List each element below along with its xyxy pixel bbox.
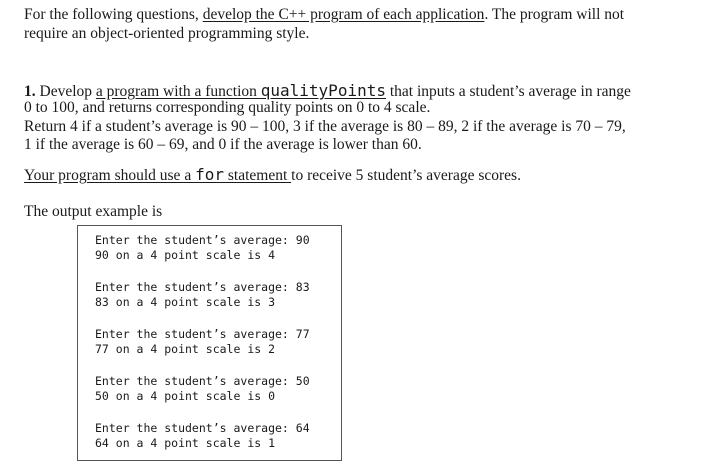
output-example-box [77, 225, 342, 461]
output-line: Enter the student’s average: 64 [95, 421, 310, 435]
output-line: 83 on a 4 point scale is 3 [95, 295, 276, 309]
output-line: Enter the student’s average: 50 [95, 374, 310, 388]
output-line: Enter the student’s average: 83 [95, 280, 310, 294]
question-underlined-part: a program with a function [95, 83, 261, 100]
question-underlined-text [96, 83, 386, 100]
output-label: The output example is [24, 203, 163, 220]
output-line: 77 on a 4 point scale is 2 [95, 342, 276, 356]
question-1-line-3: Return 4 if a student’s average is 90 – 100, 3 if the average is 80 – 89, 2 if the average is 70 – 79, [24, 118, 626, 135]
output-line: 50 on a 4 point scale is 0 [95, 389, 276, 403]
for-keyword: for [195, 165, 224, 184]
requirement-line [24, 166, 521, 185]
output-line: Enter the student’s average: 90 [95, 233, 310, 247]
intro-line-1 [24, 6, 624, 24]
question-text: Develop [35, 83, 96, 100]
intro-text: For the following questions, [24, 6, 203, 23]
requirement-text: Your program should use a [24, 167, 196, 184]
output-line: 64 on a 4 point scale is 1 [95, 436, 276, 450]
intro-suffix-text: . The program will not [484, 6, 625, 23]
output-line: Enter the student’s average: 77 [95, 327, 310, 341]
requirement-underlined [24, 167, 291, 184]
intro-line-2: require an object-oriented programming style. [24, 25, 310, 42]
requirement-statement: statement [223, 167, 292, 184]
output-line: 90 on a 4 point scale is 4 [95, 248, 276, 262]
requirement-text-tail: to receive 5 student’s average scores. [291, 167, 521, 184]
question-text-tail: that inputs a student’s average in range [385, 83, 631, 100]
intro-underlined-text: develop the C++ program of each application [202, 6, 485, 23]
question-1-line-2: 0 to 100, and returns corresponding quality points on 0 to 4 scale. [24, 99, 431, 116]
question-1-line-4: 1 if the average is 60 – 69, and 0 if the average is lower than 60. [24, 136, 422, 153]
function-name: qualityPoints [260, 81, 386, 100]
question-number: 1. [24, 83, 36, 100]
